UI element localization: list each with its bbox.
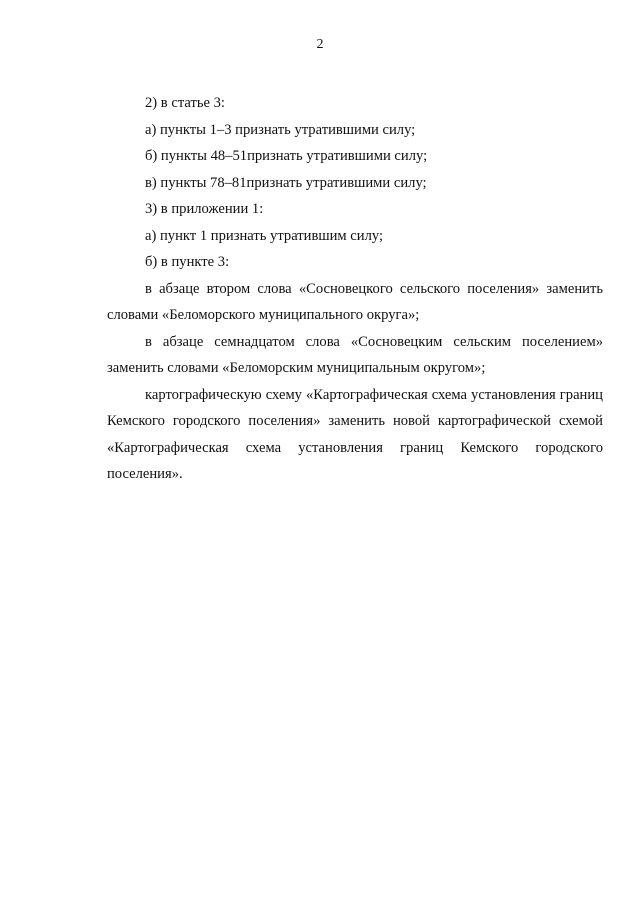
paragraph-item-v-points-78-81: в) пункты 78–81признать утратившими силу;	[145, 174, 427, 191]
paragraph-item-b-points-48-51: б) пункты 48–51признать утратившими силу;	[145, 148, 428, 164]
paragraph-item-a-points-1-3: а) пункты 1–3 признать утратившими силу;	[145, 121, 416, 138]
page-number: 2	[316, 37, 324, 52]
paragraph-cartographic-scheme: картографическую схему «Картографическая схема установления границ Кемского городского поселения» заменить новой картографической схемой «Картографическая схема установления границ Кемского городского поселения».	[107, 386, 603, 482]
document-body	[107, 90, 603, 488]
paragraph-seventeenth-abzac: в абзаце семнадцатом слова «Сосновецким сельским поселением» заменить словами «Беломорским муниципальным округом»;	[107, 333, 603, 376]
paragraph-item-a-point-1: а) пункт 1 признать утратившим силу;	[145, 227, 384, 244]
paragraph-appendix-1: 3) в приложении 1:	[145, 201, 264, 217]
paragraph-article-3: 2) в статье 3:	[145, 95, 225, 111]
paragraph-item-b-point-3: б) в пункте 3:	[145, 254, 230, 270]
paragraph-second-abzac: в абзаце втором слова «Сосновецкого сельского поселения» заменить словами «Беломорского муниципального округа»;	[107, 280, 603, 323]
